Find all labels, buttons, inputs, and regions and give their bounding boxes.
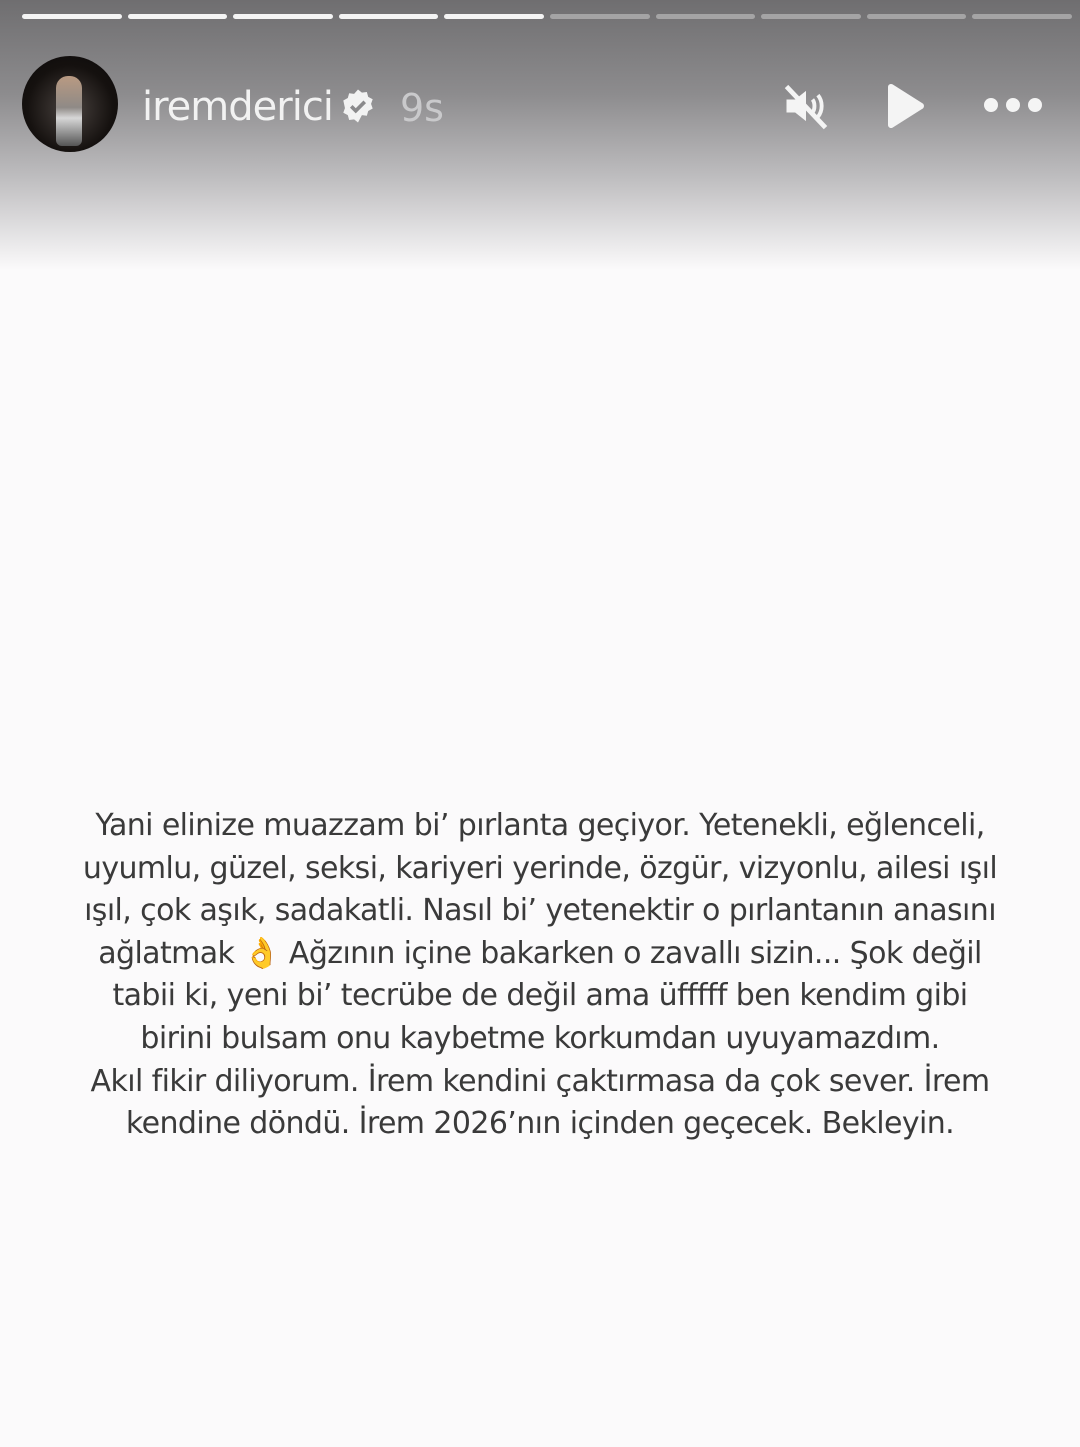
progress-segment-unviewed — [550, 14, 650, 19]
time-ago: 9s — [400, 86, 444, 130]
caption-line: Yani elinize muazzam bi’ pırlanta geçiyor. Yetenekli, eğlenceli, — [95, 808, 985, 843]
mute-icon[interactable] — [780, 80, 832, 132]
more-icon[interactable] — [980, 92, 1046, 118]
progress-segment-viewed — [233, 14, 333, 19]
play-icon[interactable] — [882, 82, 926, 130]
caption-line: ağlatmak 👌 Ağzının içine bakarken o zavallı sizin... Şok değil — [98, 935, 982, 971]
story-progress-bar — [22, 14, 1072, 19]
story-caption — [20, 805, 1060, 1146]
progress-segment-unviewed — [867, 14, 967, 19]
caption-line: Akıl fikir diliyorum. İrem kendini çaktırmasa da çok sever. İrem — [90, 1063, 990, 1099]
username[interactable]: iremderici — [142, 84, 333, 130]
progress-segment-viewed — [128, 14, 228, 19]
caption-line: kendine döndü. İrem 2026’nın içinden geçecek. Bekleyin. — [125, 1106, 955, 1142]
caption-line: uyumlu, güzel, seksi, kariyeri yerinde, özgür, vizyonlu, ailesi ışıl — [82, 850, 998, 886]
progress-segment-unviewed — [761, 14, 861, 19]
caption-line: tabii ki, yeni bi’ tecrübe de değil ama üfffff ben kendim gibi — [112, 978, 968, 1014]
avatar-photo — [56, 76, 82, 146]
verified-badge-icon — [340, 88, 376, 124]
header-gradient — [0, 0, 1080, 270]
progress-segment-viewed — [339, 14, 439, 19]
progress-segment-viewed — [22, 14, 122, 19]
progress-segment-unviewed — [656, 14, 756, 19]
progress-segment-viewed — [444, 14, 544, 19]
progress-segment-unviewed — [972, 14, 1072, 19]
caption-line: birini bulsam onu kaybetme korkumdan uyuyamazdım. — [140, 1020, 940, 1056]
caption-line: ışıl, çok aşık, sadakatli. Nasıl bi’ yetenektir o pırlantanın anasını — [84, 893, 996, 929]
avatar[interactable] — [22, 56, 118, 152]
